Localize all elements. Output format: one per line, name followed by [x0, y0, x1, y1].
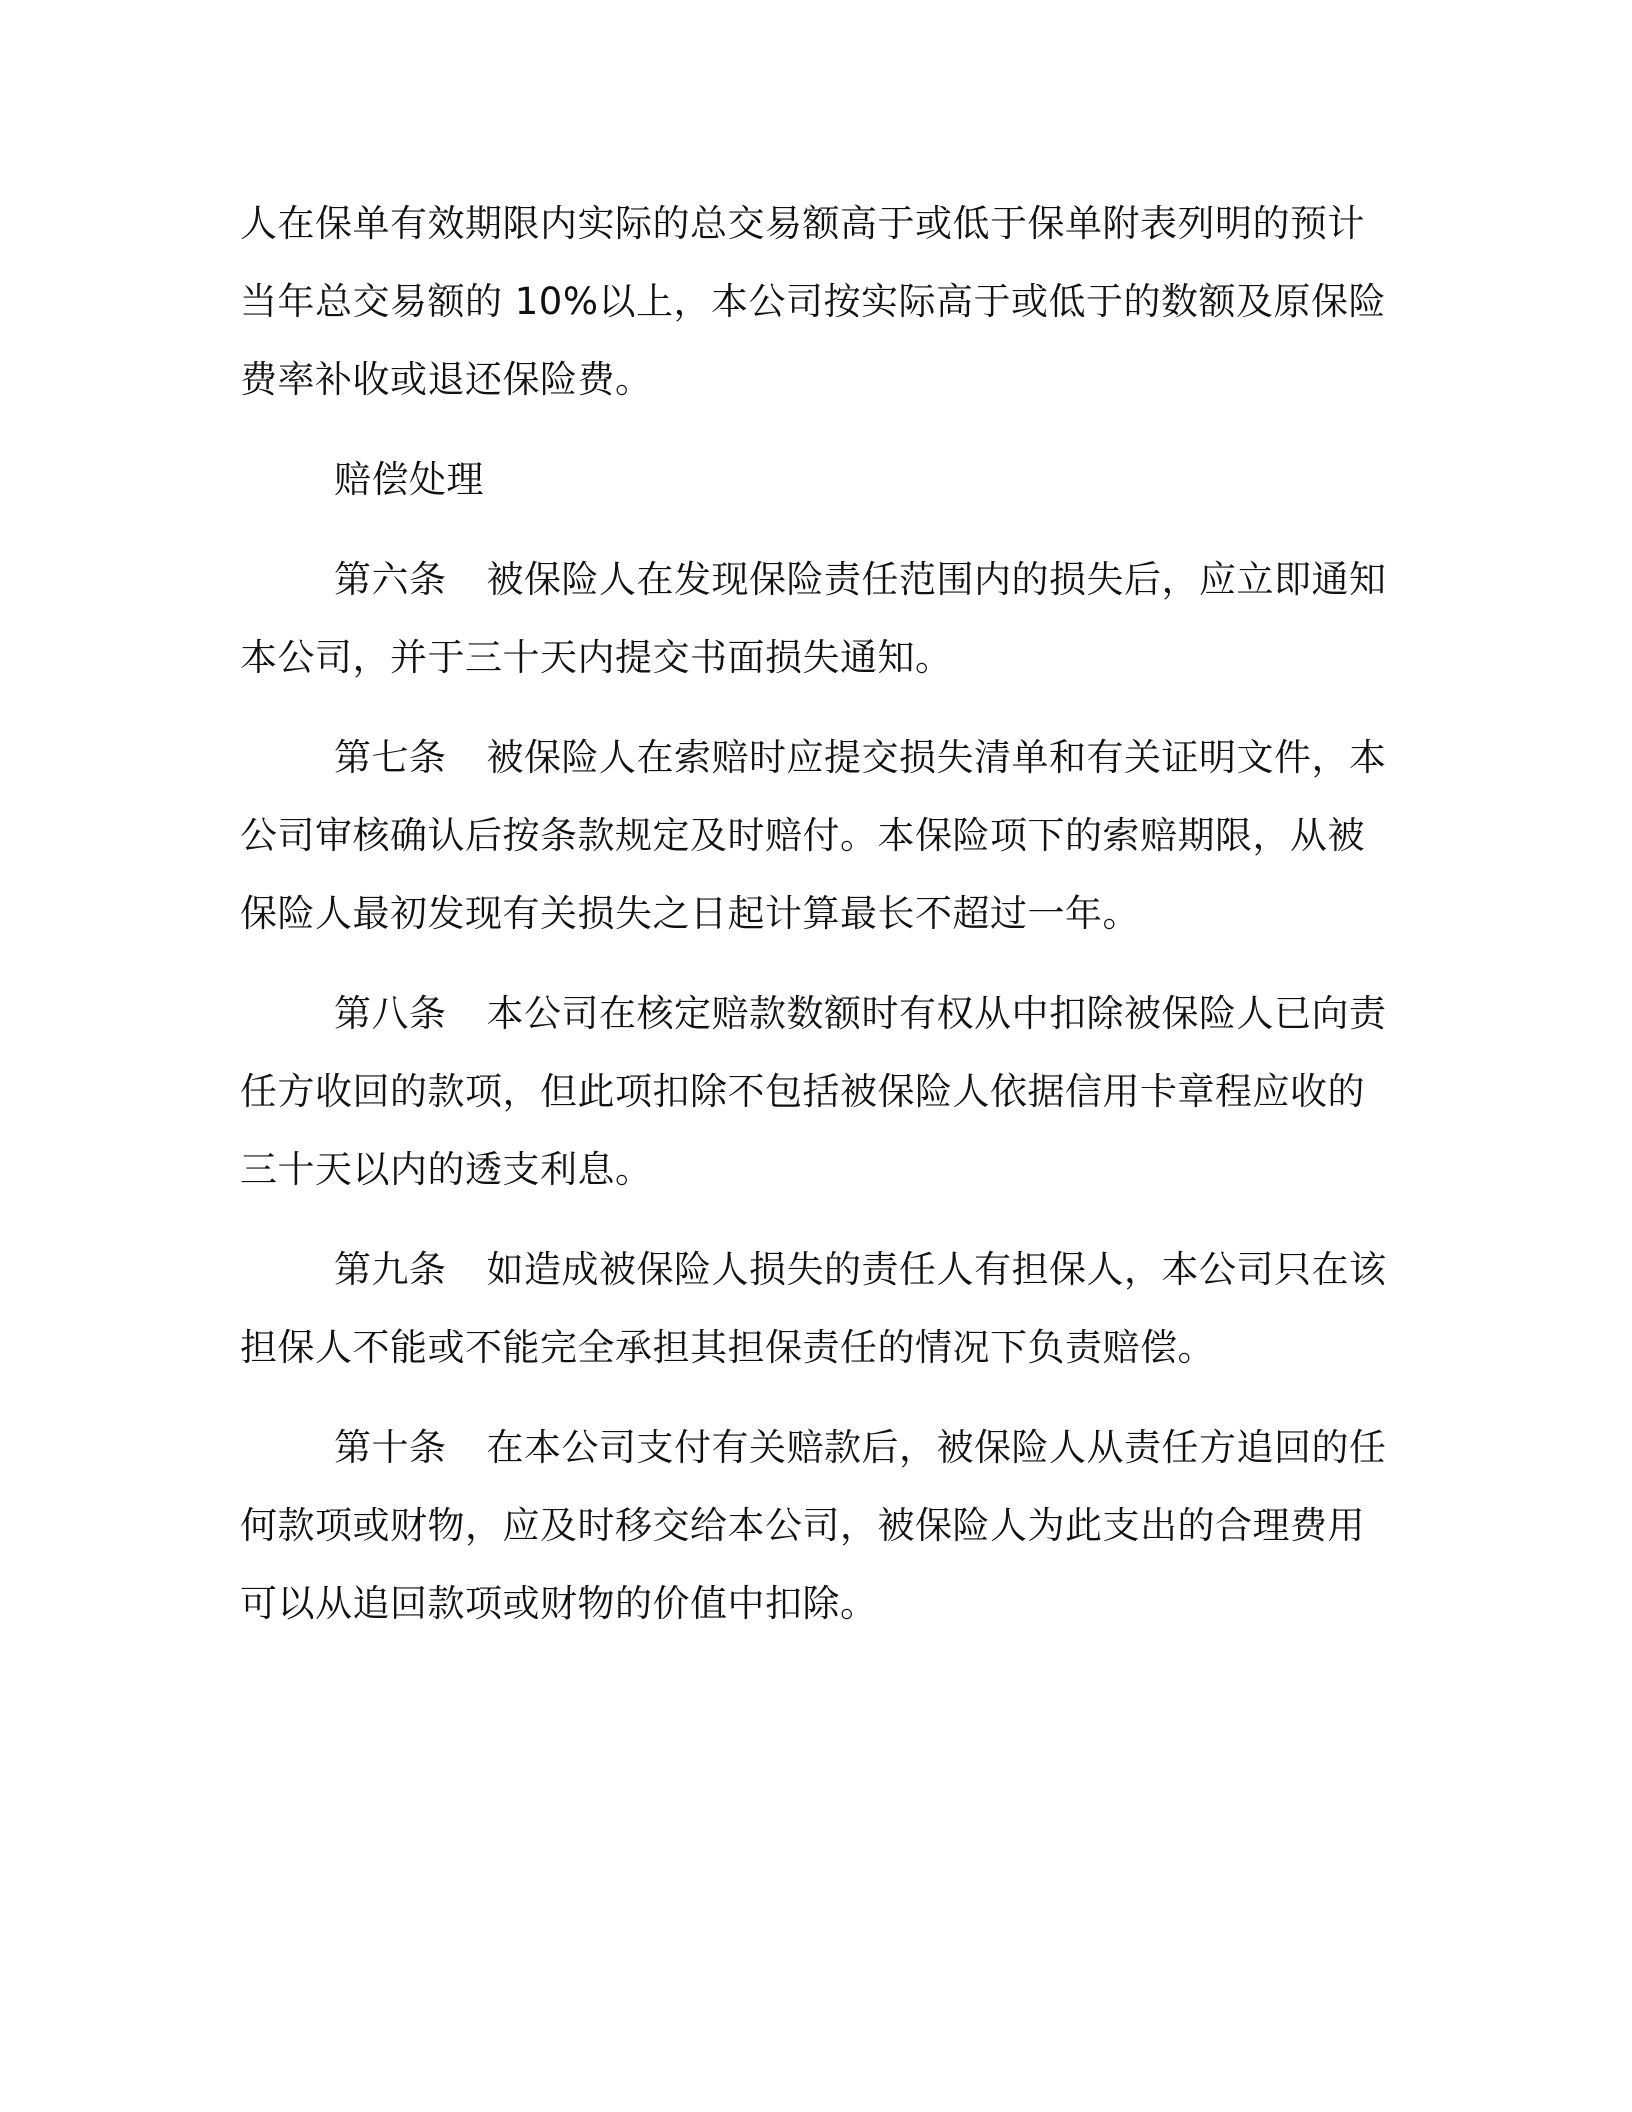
article-number: 第八条: [334, 992, 447, 1035]
text-line: 本公司，并于三十天内提交书面损失通知。: [240, 636, 953, 679]
article-number: 第九条: [334, 1248, 447, 1291]
article-text: 被保险人在发现保险责任范围内的损失后，应立即通知: [486, 558, 1387, 601]
section-heading: [240, 441, 1390, 519]
article-text: 被保险人在索赔时应提交损失清单和有关证明文件，本: [486, 736, 1387, 779]
article-6: [240, 541, 1390, 697]
text-line: [240, 719, 1390, 797]
text-line: 任方收回的款项，但此项扣除不包括被保险人依据信用卡章程应收的: [240, 1070, 1365, 1113]
text-line: 三十天以内的透支利息。: [240, 1148, 653, 1191]
text-line: [240, 541, 1390, 619]
text-line: [240, 1409, 1390, 1487]
text-line: 可以从追回款项或财物的价值中扣除。: [240, 1582, 878, 1625]
text-line: [240, 975, 1390, 1053]
text-line: 当年总交易额的 10%以上，本公司按实际高于或低于的数额及原保险: [240, 280, 1386, 323]
article-number: 第七条: [334, 736, 447, 779]
text-line: 保险人最初发现有关损失之日起计算最长不超过一年。: [240, 892, 1140, 935]
article-9: [240, 1231, 1390, 1387]
article-number: 第六条: [334, 558, 447, 601]
paragraph-continuation: [240, 185, 1390, 419]
text-line: 何款项或财物，应及时移交给本公司，被保险人为此支出的合理费用: [240, 1504, 1365, 1547]
article-text: 在本公司支付有关赔款后，被保险人从责任方追回的任: [486, 1426, 1387, 1469]
heading-text: 赔偿处理: [334, 458, 484, 501]
article-7: [240, 719, 1390, 953]
article-text: 本公司在核定赔款数额时有权从中扣除被保险人已向责: [486, 992, 1387, 1035]
article-text: 如造成被保险人损失的责任人有担保人，本公司只在该: [486, 1248, 1387, 1291]
text-line: 公司审核确认后按条款规定及时赔付。本保险项下的索赔期限，从被: [240, 814, 1365, 857]
text-line: 费率补收或退还保险费。: [240, 358, 653, 401]
text-line: 担保人不能或不能完全承担其担保责任的情况下负责赔偿。: [240, 1326, 1215, 1369]
text-line: 人在保单有效期限内实际的总交易额高于或低于保单附表列明的预计: [240, 202, 1365, 245]
text-line: [240, 1231, 1390, 1309]
article-8: [240, 975, 1390, 1209]
article-number: 第十条: [334, 1426, 447, 1469]
article-10: [240, 1409, 1390, 1643]
document-body: [240, 185, 1390, 1665]
